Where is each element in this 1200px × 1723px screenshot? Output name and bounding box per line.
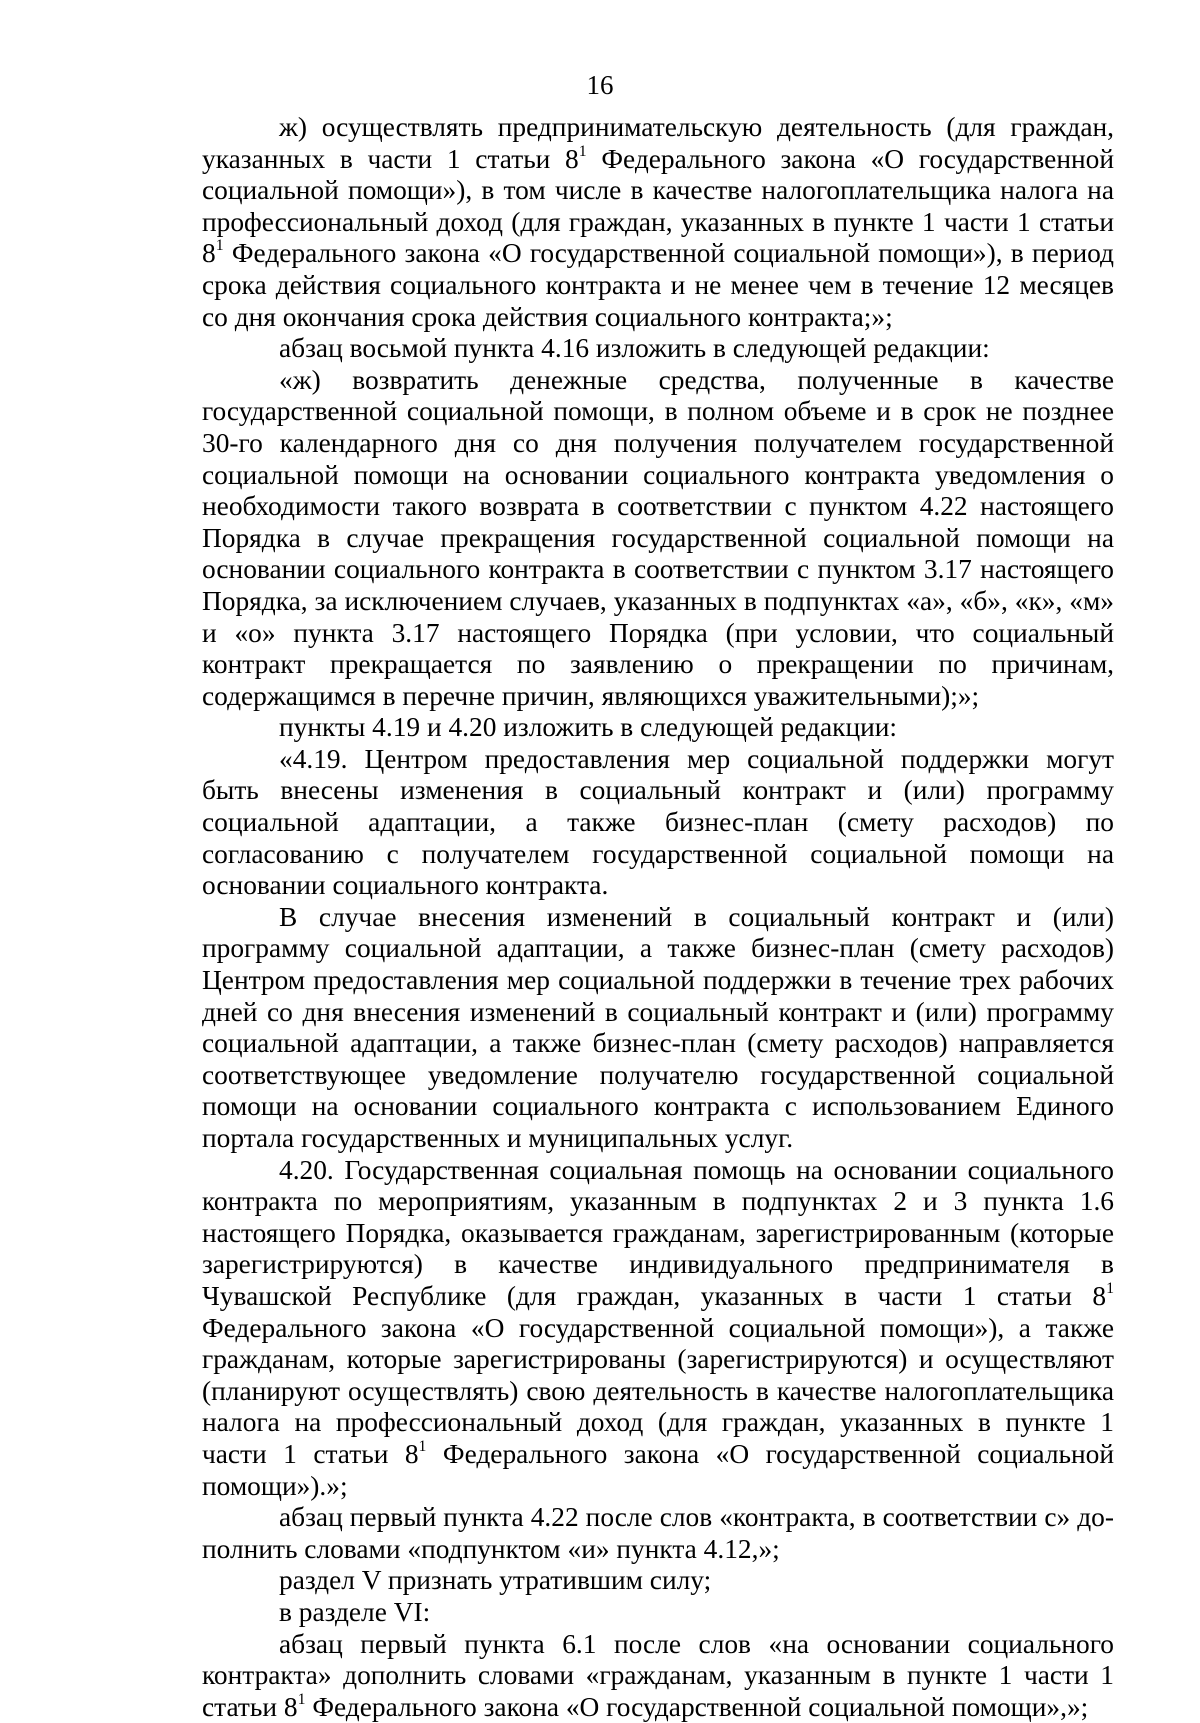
page-number: 16 (0, 70, 1200, 101)
paragraph-section-v: раздел V признать утратившим силу; (202, 1565, 1114, 1597)
paragraph-4-20: 4.20. Государственная социальная помощь на основании социального контракта по мероприятиям, указанным в подпунктах 2 и 3 пункта 1.6 настоящего Порядка, оказывается гражданам, зарегистрированным (которые зарегистрируются) в качестве индивидуального предпринимателя в Чувашской Республике (для граждан, указанных в части 1 статьи $8^1$ Федерального закона «О государственной социальной помощи»), а также гражданам, которые зарегистрированы (зарегистрируются) и осуществляют (планируют осуществлять) свою деятельность в качестве налогоплательщика налога на профессиональный доход (для граждан, указанных в пункте 1 части 1 статьи $8^1$ Федерального закона «О государственной социальной помощи»).»; (202, 1155, 1114, 1503)
paragraph-item-zh: ж) осуществлять предпринимательскую деятельность (для граждан, указанных в части 1 статьи $8^1$ Федерального закона «О государственной социальной помощи»), в том числе в качестве налогоплательщика налога на профессиональный доход (для граждан, указанных в пункте 1 части 1 статьи $8^1$ Федерального закона «О государственной социальной помощи»), в период срока действия социального контракта и не менее чем в течение 12 месяцев со дня окончания срока действия социального контракта;»; (202, 112, 1114, 333)
paragraph-4-19: «4.19. Центром предоставления мер социальной поддержки могут быть внесены изменения в социальный контракт и (или) программу социальной адаптации, а также бизнес-план (смету расходов) по согласованию с получателем государственной социальной помощи на основании социального контракта. (202, 744, 1114, 902)
paragraph-amend-6-1: абзац первый пункта 6.1 после слов «на основании социального контракта» дополнить словами «гражданам, указанным в пункте 1 части 1 статьи $8^1$ Федерального закона «О государственной социальной помощи»,»; (202, 1629, 1114, 1723)
document-body (202, 112, 1114, 1723)
paragraph-section-vi: в разделе VI: (202, 1597, 1114, 1629)
paragraph-4-19-changes: В случае внесения изменений в социальный контракт и (или) программу социальной адаптации, а также бизнес-план (смету расходов) Центром предоставления мер социальной поддержки в течение трех рабочих дней со дня внесения изменений в социальный контракт и (или) программу социальной адаптации, а также бизнес-план (смету расходов) направляется соответствующее уведомление получателю государственной социальной помощи на основании социального контракта с использованием Единого портала государственных и муниципальных услуг. (202, 902, 1114, 1155)
paragraph-amend-4-16: абзац восьмой пункта 4.16 изложить в следующей редакции: (202, 333, 1114, 365)
paragraph-amend-4-22: абзац первый пункта 4.22 после слов «контракта, в соответствии с» дополнить словами «подпунктом «и» пункта 4.12,»; (202, 1502, 1114, 1565)
paragraph-amend-4-19-4-20: пункты 4.19 и 4.20 изложить в следующей редакции: (202, 712, 1114, 744)
paragraph-item-zh-new: «ж) возвратить денежные средства, полученные в качестве государственной социальной помощи, в полном объеме и в срок не позднее 30-го календарного дня со дня получения получателем государственной социальной помощи на основании социального контракта уведомления о необходимости такого возврата в соответствии с пунктом 4.22 настоящего Порядка в случае прекращения государственной социальной помощи на основании социального контракта в соответствии с пунктом 3.17 настоящего Порядка, за исключением случаев, указанных в подпунктах «а», «б», «к», «м» и «о» пункта 3.17 настоящего Порядка (при условии, что социальный контракт прекращается по заявлению о прекращении по причинам, содержащимся в перечне причин, являющихся уважительными);»; (202, 365, 1114, 713)
